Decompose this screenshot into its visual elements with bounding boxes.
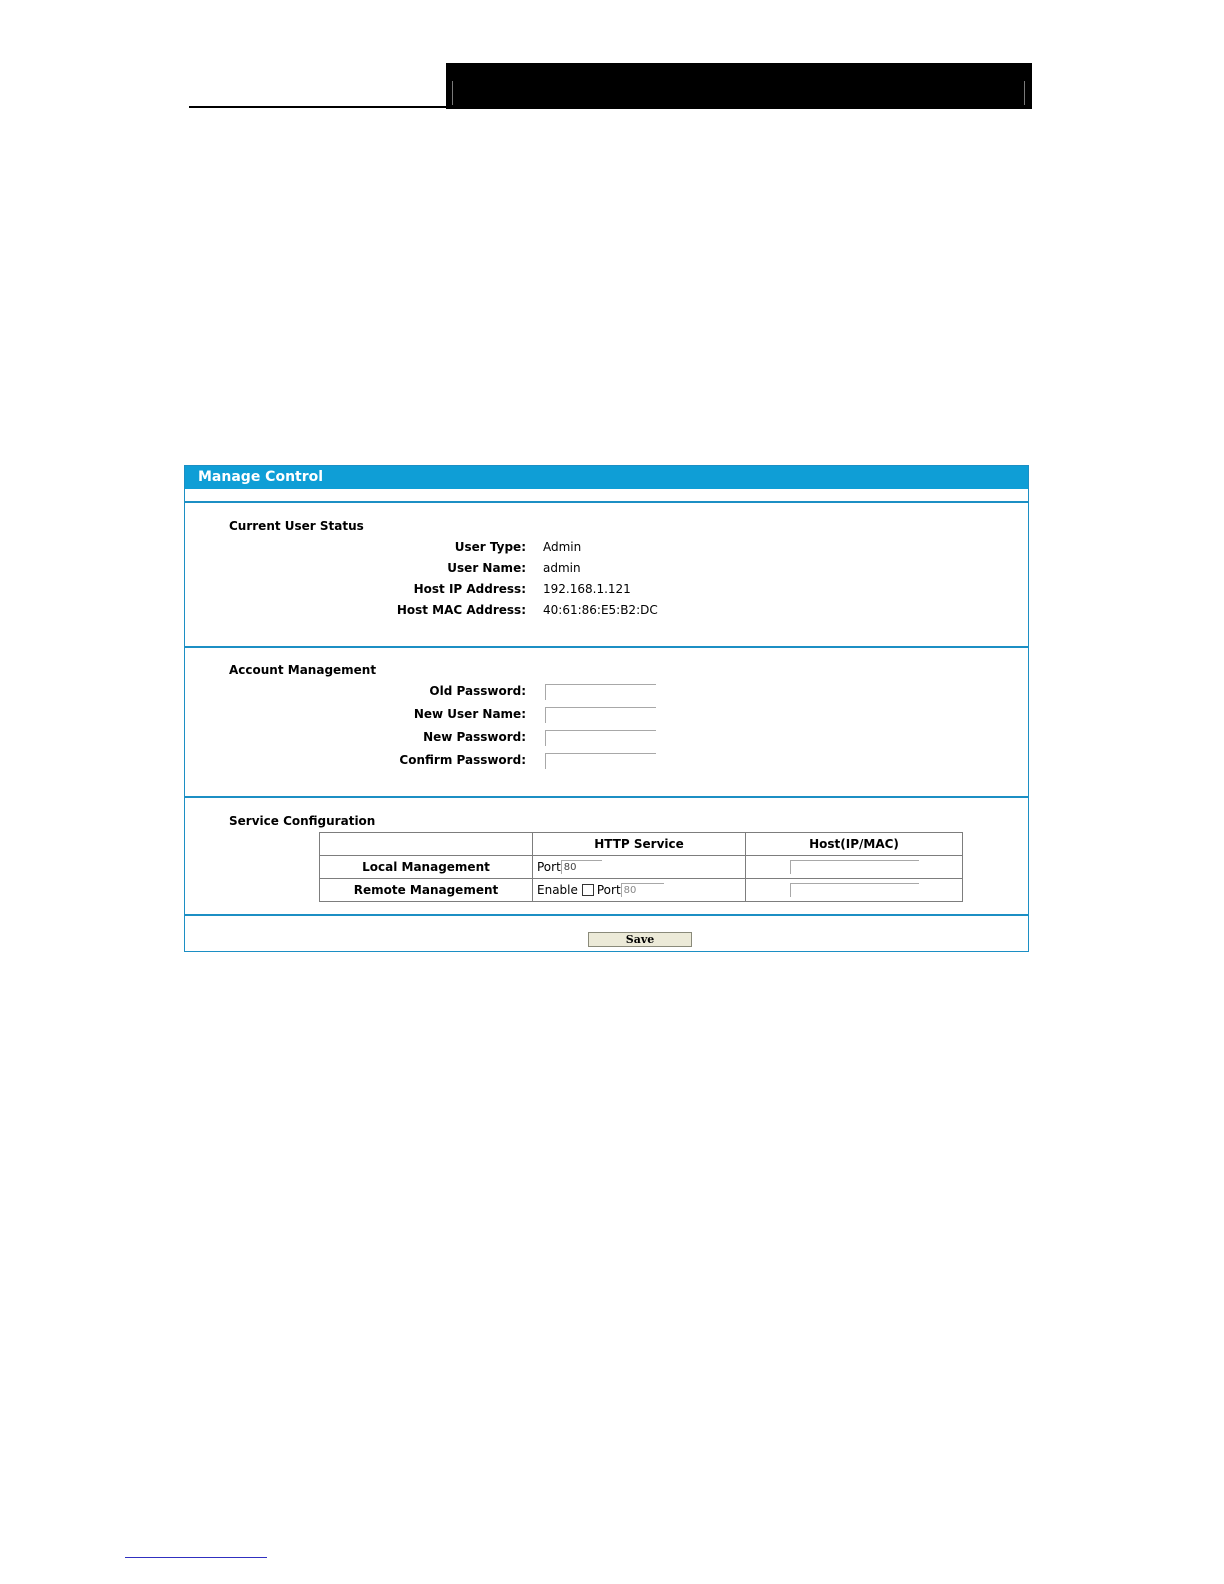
local-port-label: Port (537, 859, 561, 874)
header-bar-tick-right (1024, 81, 1025, 105)
user-name-value: admin (543, 561, 581, 575)
service-table (319, 832, 963, 902)
host-ip-label: Host IP Address: (413, 582, 526, 596)
section-divider (185, 914, 1028, 916)
account-management-title: Account Management (229, 663, 377, 677)
header-bar (446, 63, 1032, 109)
table-header-blank (320, 833, 533, 856)
remote-enable-checkbox[interactable] (582, 884, 594, 896)
new-user-name-field[interactable] (545, 707, 656, 723)
local-host-cell (746, 856, 963, 879)
confirm-password-field[interactable] (545, 753, 656, 769)
local-port-input[interactable] (561, 860, 602, 874)
new-user-name-label: New User Name: (413, 707, 526, 721)
local-host-input[interactable] (790, 860, 919, 874)
section-divider (185, 501, 1028, 503)
remote-http-cell (533, 879, 746, 902)
table-header-row (320, 833, 963, 856)
footer-link-underline (125, 1557, 267, 1558)
remote-enable-label: Enable (537, 882, 578, 897)
panel-title: Manage Control (198, 469, 324, 485)
manage-control-panel (184, 465, 1029, 952)
service-configuration-title: Service Configuration (229, 814, 376, 828)
table-header-http: HTTP Service (533, 833, 746, 856)
local-http-cell (533, 856, 746, 879)
user-type-value: Admin (543, 540, 582, 554)
save-button[interactable]: Save (588, 932, 692, 947)
host-ip-value: 192.168.1.121 (543, 582, 631, 596)
confirm-password-label: Confirm Password: (399, 753, 526, 767)
table-header-host: Host(IP/MAC) (746, 833, 963, 856)
host-mac-value: 40:61:86:E5:B2:DC (543, 603, 658, 617)
remote-host-input[interactable] (790, 883, 919, 897)
old-password-field[interactable] (545, 684, 656, 700)
new-password-label: New Password: (423, 730, 526, 744)
local-management-label: Local Management (320, 856, 533, 879)
table-row (320, 879, 963, 902)
new-password-field[interactable] (545, 730, 656, 746)
remote-port-input[interactable] (621, 883, 664, 897)
remote-management-label: Remote Management (320, 879, 533, 902)
remote-port-label: Port (596, 882, 621, 897)
remote-host-cell (746, 879, 963, 902)
current-user-status-title: Current User Status (229, 519, 364, 533)
section-divider (185, 796, 1028, 798)
user-type-label: User Type: (454, 540, 526, 554)
header-bar-tick-left (452, 81, 453, 105)
user-name-label: User Name: (447, 561, 526, 575)
old-password-label: Old Password: (429, 684, 526, 698)
host-mac-label: Host MAC Address: (396, 603, 526, 617)
panel-title-bar (185, 466, 1028, 489)
section-divider (185, 646, 1028, 648)
header-rule (189, 106, 447, 108)
table-row (320, 856, 963, 879)
